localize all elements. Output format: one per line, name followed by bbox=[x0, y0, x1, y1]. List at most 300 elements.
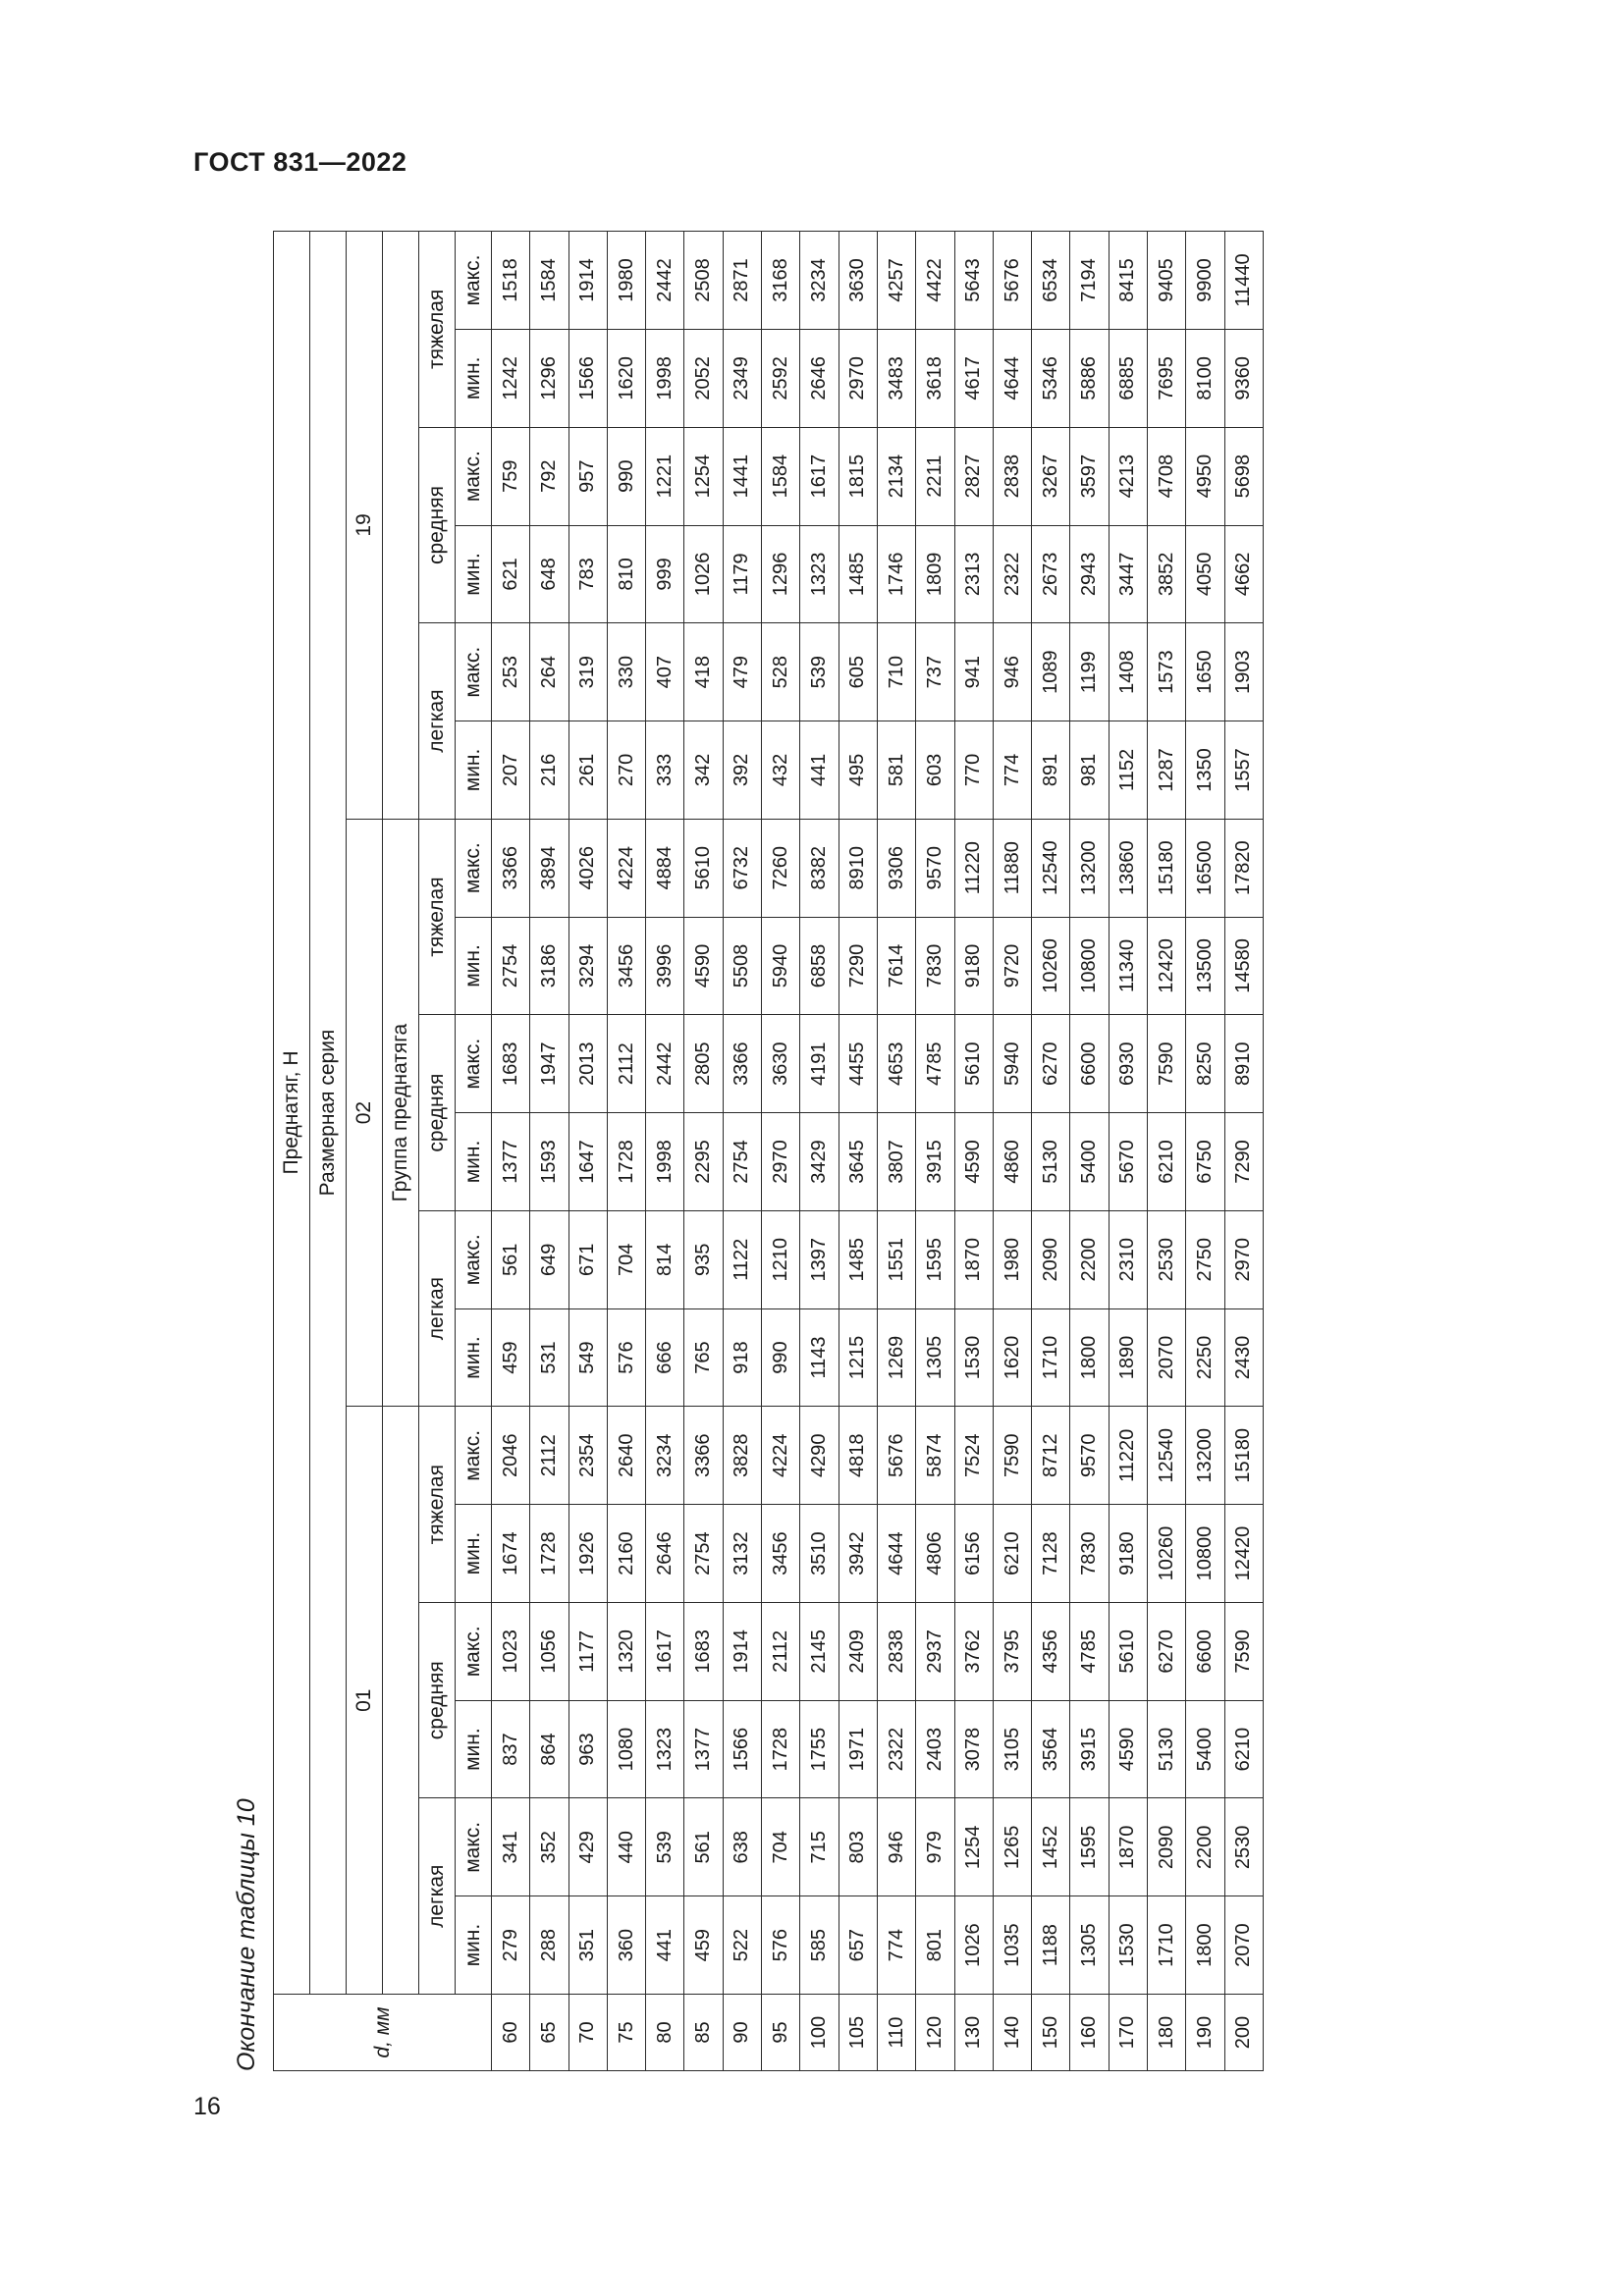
preload-value: 1980 bbox=[993, 1210, 1031, 1308]
preload-value: 5940 bbox=[993, 1015, 1031, 1113]
preload-value: 657 bbox=[839, 1896, 877, 1995]
preload-value: 3996 bbox=[646, 917, 684, 1015]
preload-value: 6885 bbox=[1109, 329, 1147, 427]
table-row bbox=[607, 232, 645, 2071]
max-header: макс. bbox=[456, 819, 492, 917]
preload-value: 1452 bbox=[1032, 1798, 1070, 1896]
preload-value: 495 bbox=[839, 721, 877, 820]
preload-table bbox=[273, 231, 1264, 2071]
preload-value: 1265 bbox=[993, 1798, 1031, 1896]
d-value: 120 bbox=[916, 1995, 954, 2071]
preload-value: 2134 bbox=[877, 427, 915, 525]
preload-value: 2640 bbox=[607, 1407, 645, 1505]
preload-value: 253 bbox=[492, 623, 530, 721]
d-value: 90 bbox=[723, 1995, 761, 2071]
table-row bbox=[916, 232, 954, 2071]
preload-value: 418 bbox=[684, 623, 723, 721]
preload-value: 6750 bbox=[1186, 1113, 1224, 1211]
preload-value: 1980 bbox=[607, 232, 645, 330]
preload-value: 531 bbox=[530, 1308, 568, 1407]
min-header: мин. bbox=[456, 329, 492, 427]
preload-value: 1914 bbox=[723, 1602, 761, 1700]
max-header: макс. bbox=[456, 1602, 492, 1700]
preload-value: 7614 bbox=[877, 917, 915, 1015]
max-header: макс. bbox=[456, 232, 492, 330]
preload-value: 1998 bbox=[646, 329, 684, 427]
preload-value: 1620 bbox=[993, 1308, 1031, 1407]
max-header: макс. bbox=[456, 1407, 492, 1505]
preload-value: 1026 bbox=[954, 1896, 993, 1995]
preload-value: 10800 bbox=[1186, 1505, 1224, 1603]
preload-value: 15180 bbox=[1224, 1407, 1263, 1505]
preload-value: 581 bbox=[877, 721, 915, 820]
preload-value: 261 bbox=[568, 721, 607, 820]
preload-value: 330 bbox=[607, 623, 645, 721]
preload-value: 2970 bbox=[762, 1113, 800, 1211]
preload-value: 2871 bbox=[723, 232, 761, 330]
preload-value: 1620 bbox=[607, 329, 645, 427]
preload-value: 1320 bbox=[607, 1602, 645, 1700]
preload-value: 765 bbox=[684, 1308, 723, 1407]
preload-value: 2313 bbox=[954, 525, 993, 623]
preload-value: 6210 bbox=[993, 1505, 1031, 1603]
preload-value: 2508 bbox=[684, 232, 723, 330]
preload-value: 3618 bbox=[916, 329, 954, 427]
preload-value: 4644 bbox=[993, 329, 1031, 427]
preload-value: 2970 bbox=[839, 329, 877, 427]
preload-value: 9570 bbox=[1070, 1407, 1109, 1505]
preload-value: 12540 bbox=[1148, 1407, 1186, 1505]
preload-header: Преднатяг, Н bbox=[274, 232, 310, 1995]
preload-value: 2805 bbox=[684, 1015, 723, 1113]
preload-value: 4224 bbox=[762, 1407, 800, 1505]
preload-value: 759 bbox=[492, 427, 530, 525]
preload-value: 1815 bbox=[839, 427, 877, 525]
preload-value: 5940 bbox=[762, 917, 800, 1015]
table-row bbox=[1109, 232, 1147, 2071]
preload-value: 2295 bbox=[684, 1113, 723, 1211]
preload-value: 1617 bbox=[646, 1602, 684, 1700]
preload-value: 891 bbox=[1032, 721, 1070, 820]
preload-value: 1215 bbox=[839, 1308, 877, 1407]
preload-value: 1242 bbox=[492, 329, 530, 427]
preload-value: 1269 bbox=[877, 1308, 915, 1407]
preload-value: 407 bbox=[646, 623, 684, 721]
preload-value: 549 bbox=[568, 1308, 607, 1407]
preload-value: 4590 bbox=[1109, 1700, 1147, 1798]
preload-value: 774 bbox=[877, 1896, 915, 1995]
preload-value: 2354 bbox=[568, 1407, 607, 1505]
preload-value: 770 bbox=[954, 721, 993, 820]
preload-value: 1323 bbox=[646, 1700, 684, 1798]
preload-value: 1485 bbox=[839, 1210, 877, 1308]
preload-value: 3645 bbox=[839, 1113, 877, 1211]
preload-value: 5886 bbox=[1070, 329, 1109, 427]
preload-value: 17820 bbox=[1224, 819, 1263, 917]
d-value: 85 bbox=[684, 1995, 723, 2071]
preload-value: 2046 bbox=[492, 1407, 530, 1505]
preload-value: 2943 bbox=[1070, 525, 1109, 623]
preload-value: 941 bbox=[954, 623, 993, 721]
preload-value: 4785 bbox=[916, 1015, 954, 1113]
preload-value: 957 bbox=[568, 427, 607, 525]
table-row bbox=[877, 232, 915, 2071]
preload-value: 11340 bbox=[1109, 917, 1147, 1015]
size-series-header: Размерная серия bbox=[310, 232, 347, 1995]
preload-value: 5400 bbox=[1186, 1700, 1224, 1798]
preload-value: 2052 bbox=[684, 329, 723, 427]
preload-value: 8712 bbox=[1032, 1407, 1070, 1505]
preload-value: 3105 bbox=[993, 1700, 1031, 1798]
preload-value: 7524 bbox=[954, 1407, 993, 1505]
preload-value: 1809 bbox=[916, 525, 954, 623]
preload-value: 990 bbox=[762, 1308, 800, 1407]
preload-value: 1947 bbox=[530, 1015, 568, 1113]
preload-value: 10800 bbox=[1070, 917, 1109, 1015]
preload-value: 1530 bbox=[1109, 1896, 1147, 1995]
d-value: 180 bbox=[1148, 1995, 1186, 2071]
preload-value: 1296 bbox=[762, 525, 800, 623]
preload-value: 11220 bbox=[1109, 1407, 1147, 1505]
d-value: 65 bbox=[530, 1995, 568, 2071]
preload-value: 1210 bbox=[762, 1210, 800, 1308]
group-01-2-header: тяжелая bbox=[419, 1407, 456, 1603]
table-row bbox=[1148, 232, 1186, 2071]
group-19-0-header: легкая bbox=[419, 623, 456, 820]
preload-value: 918 bbox=[723, 1308, 761, 1407]
preload-value: 2754 bbox=[684, 1505, 723, 1603]
preload-value: 1573 bbox=[1148, 623, 1186, 721]
d-value: 140 bbox=[993, 1995, 1031, 2071]
preload-value: 8100 bbox=[1186, 329, 1224, 427]
preload-value: 5676 bbox=[877, 1407, 915, 1505]
preload-value: 1595 bbox=[1070, 1798, 1109, 1896]
preload-value: 10260 bbox=[1032, 917, 1070, 1015]
preload-value: 2160 bbox=[607, 1505, 645, 1603]
d-value: 170 bbox=[1109, 1995, 1147, 2071]
table-row bbox=[839, 232, 877, 2071]
preload-value: 1080 bbox=[607, 1700, 645, 1798]
preload-value: 704 bbox=[762, 1798, 800, 1896]
preload-value: 1179 bbox=[723, 525, 761, 623]
min-header: мин. bbox=[456, 525, 492, 623]
min-header: мин. bbox=[456, 1896, 492, 1995]
group-01-1-header: средняя bbox=[419, 1602, 456, 1798]
preload-value: 561 bbox=[684, 1798, 723, 1896]
preload-value: 3168 bbox=[762, 232, 800, 330]
preload-value: 2442 bbox=[646, 1015, 684, 1113]
preload-value: 3234 bbox=[646, 1407, 684, 1505]
preload-value: 11440 bbox=[1224, 232, 1263, 330]
min-header: мин. bbox=[456, 1700, 492, 1798]
preload-value: 8910 bbox=[1224, 1015, 1263, 1113]
preload-value: 1617 bbox=[800, 427, 839, 525]
preload-value: 1305 bbox=[1070, 1896, 1109, 1995]
preload-value: 1746 bbox=[877, 525, 915, 623]
preload-value: 561 bbox=[492, 1210, 530, 1308]
preload-value: 3852 bbox=[1148, 525, 1186, 623]
preload-value: 9720 bbox=[993, 917, 1031, 1015]
d-value: 160 bbox=[1070, 1995, 1109, 2071]
preload-value: 621 bbox=[492, 525, 530, 623]
group-19-2-header: тяжелая bbox=[419, 232, 456, 428]
preload-value: 2409 bbox=[839, 1602, 877, 1700]
preload-value: 207 bbox=[492, 721, 530, 820]
table-row bbox=[1186, 232, 1224, 2071]
preload-value: 440 bbox=[607, 1798, 645, 1896]
preload-value: 2310 bbox=[1109, 1210, 1147, 1308]
preload-value: 432 bbox=[762, 721, 800, 820]
preload-value: 2530 bbox=[1148, 1210, 1186, 1308]
preload-value: 13500 bbox=[1186, 917, 1224, 1015]
preload-value: 9180 bbox=[1109, 1505, 1147, 1603]
preload-value: 981 bbox=[1070, 721, 1109, 820]
preload-value: 6858 bbox=[800, 917, 839, 1015]
preload-value: 1143 bbox=[800, 1308, 839, 1407]
preload-value: 3267 bbox=[1032, 427, 1070, 525]
preload-value: 1089 bbox=[1032, 623, 1070, 721]
preload-value: 1800 bbox=[1070, 1308, 1109, 1407]
preload-value: 2090 bbox=[1032, 1210, 1070, 1308]
series-19-header: 19 bbox=[347, 232, 383, 820]
preload-value: 2646 bbox=[646, 1505, 684, 1603]
preload-value: 8250 bbox=[1186, 1015, 1224, 1113]
preload-value: 3483 bbox=[877, 329, 915, 427]
preload-value: 1530 bbox=[954, 1308, 993, 1407]
preload-value: 4806 bbox=[916, 1505, 954, 1603]
preload-value: 9570 bbox=[916, 819, 954, 917]
preload-value: 1296 bbox=[530, 329, 568, 427]
preload-value: 3915 bbox=[1070, 1700, 1109, 1798]
preload-value: 2322 bbox=[877, 1700, 915, 1798]
preload-value: 6210 bbox=[1148, 1113, 1186, 1211]
group-19-1-header: средняя bbox=[419, 427, 456, 623]
preload-value: 2838 bbox=[993, 427, 1031, 525]
preload-value: 1188 bbox=[1032, 1896, 1070, 1995]
preload-value: 666 bbox=[646, 1308, 684, 1407]
preload-value: 441 bbox=[800, 721, 839, 820]
d-value: 150 bbox=[1032, 1995, 1070, 2071]
d-value: 110 bbox=[877, 1995, 915, 2071]
preload-value: 2592 bbox=[762, 329, 800, 427]
preload-value: 2754 bbox=[492, 917, 530, 1015]
preload-value: 1647 bbox=[568, 1113, 607, 1211]
d-value: 60 bbox=[492, 1995, 530, 2071]
preload-value: 4653 bbox=[877, 1015, 915, 1113]
preload-value: 3366 bbox=[492, 819, 530, 917]
preload-value: 1305 bbox=[916, 1308, 954, 1407]
preload-value: 3807 bbox=[877, 1113, 915, 1211]
preload-value: 1485 bbox=[839, 525, 877, 623]
preload-value: 1566 bbox=[568, 329, 607, 427]
preload-value: 459 bbox=[684, 1896, 723, 1995]
preload-value: 946 bbox=[877, 1798, 915, 1896]
min-header: мин. bbox=[456, 1308, 492, 1407]
preload-value: 3630 bbox=[762, 1015, 800, 1113]
preload-value: 2442 bbox=[646, 232, 684, 330]
max-header: макс. bbox=[456, 1015, 492, 1113]
min-header: мин. bbox=[456, 721, 492, 820]
preload-value: 5676 bbox=[993, 232, 1031, 330]
preload-value: 5610 bbox=[684, 819, 723, 917]
preload-value: 11220 bbox=[954, 819, 993, 917]
preload-value: 1254 bbox=[954, 1798, 993, 1896]
rotated-table-block bbox=[233, 231, 1264, 2071]
preload-value: 3132 bbox=[723, 1505, 761, 1603]
preload-value: 605 bbox=[839, 623, 877, 721]
preload-value: 319 bbox=[568, 623, 607, 721]
preload-value: 3795 bbox=[993, 1602, 1031, 1700]
preload-value: 1728 bbox=[607, 1113, 645, 1211]
preload-value: 1755 bbox=[800, 1700, 839, 1798]
preload-value: 1584 bbox=[762, 427, 800, 525]
preload-value: 1870 bbox=[954, 1210, 993, 1308]
preload-value: 1926 bbox=[568, 1505, 607, 1603]
preload-value: 1254 bbox=[684, 427, 723, 525]
preload-value: 216 bbox=[530, 721, 568, 820]
preload-value: 1408 bbox=[1109, 623, 1147, 721]
preload-value: 539 bbox=[800, 623, 839, 721]
table-row bbox=[723, 232, 761, 2071]
min-header: мин. bbox=[456, 1505, 492, 1603]
preload-value: 8415 bbox=[1109, 232, 1147, 330]
preload-value: 3915 bbox=[916, 1113, 954, 1211]
preload-value: 15180 bbox=[1148, 819, 1186, 917]
group-01-0-header: легкая bbox=[419, 1798, 456, 1995]
min-header: мин. bbox=[456, 1113, 492, 1211]
preload-value: 1152 bbox=[1109, 721, 1147, 820]
preload-value: 459 bbox=[492, 1308, 530, 1407]
preload-value: 3510 bbox=[800, 1505, 839, 1603]
table-row bbox=[1224, 232, 1263, 2071]
preload-value: 341 bbox=[492, 1798, 530, 1896]
preload-value: 1557 bbox=[1224, 721, 1263, 820]
preload-value: 479 bbox=[723, 623, 761, 721]
preload-value: 3366 bbox=[684, 1407, 723, 1505]
preload-value: 1441 bbox=[723, 427, 761, 525]
preload-value: 13200 bbox=[1186, 1407, 1224, 1505]
preload-value: 288 bbox=[530, 1896, 568, 1995]
d-value: 75 bbox=[607, 1995, 645, 2071]
preload-value: 4818 bbox=[839, 1407, 877, 1505]
group-02-1-header: средняя bbox=[419, 1015, 456, 1211]
preload-value: 7590 bbox=[1148, 1015, 1186, 1113]
preload-value: 6534 bbox=[1032, 232, 1070, 330]
preload-value: 3630 bbox=[839, 232, 877, 330]
preload-value: 7260 bbox=[762, 819, 800, 917]
preload-value: 539 bbox=[646, 1798, 684, 1896]
preload-value: 4644 bbox=[877, 1505, 915, 1603]
preload-value: 774 bbox=[993, 721, 1031, 820]
preload-value: 392 bbox=[723, 721, 761, 820]
table-row bbox=[684, 232, 723, 2071]
standard-title: ГОСТ 831—2022 bbox=[193, 147, 407, 177]
preload-value: 649 bbox=[530, 1210, 568, 1308]
preload-value: 12420 bbox=[1224, 1505, 1263, 1603]
d-value: 130 bbox=[954, 1995, 993, 2071]
preload-value: 3186 bbox=[530, 917, 568, 1015]
preload-value: 4708 bbox=[1148, 427, 1186, 525]
preload-value: 2403 bbox=[916, 1700, 954, 1798]
preload-value: 264 bbox=[530, 623, 568, 721]
preload-value: 2200 bbox=[1070, 1210, 1109, 1308]
preload-value: 4213 bbox=[1109, 427, 1147, 525]
preload-value: 8382 bbox=[800, 819, 839, 917]
preload-value: 671 bbox=[568, 1210, 607, 1308]
preload-value: 4617 bbox=[954, 329, 993, 427]
d-value: 70 bbox=[568, 1995, 607, 2071]
preload-value: 638 bbox=[723, 1798, 761, 1896]
preload-value: 2530 bbox=[1224, 1798, 1263, 1896]
preload-value: 1728 bbox=[530, 1505, 568, 1603]
d-value: 100 bbox=[800, 1995, 839, 2071]
preload-value: 4950 bbox=[1186, 427, 1224, 525]
preload-group-header: Группа преднатяга bbox=[383, 819, 419, 1407]
preload-value: 1056 bbox=[530, 1602, 568, 1700]
preload-value: 13200 bbox=[1070, 819, 1109, 917]
preload-value: 429 bbox=[568, 1798, 607, 1896]
preload-value: 7194 bbox=[1070, 232, 1109, 330]
preload-value: 12540 bbox=[1032, 819, 1070, 917]
preload-value: 9180 bbox=[954, 917, 993, 1015]
table-row bbox=[954, 232, 993, 2071]
preload-value: 1650 bbox=[1186, 623, 1224, 721]
preload-value: 999 bbox=[646, 525, 684, 623]
preload-value: 2211 bbox=[916, 427, 954, 525]
preload-value: 4050 bbox=[1186, 525, 1224, 623]
preload-value: 7128 bbox=[1032, 1505, 1070, 1603]
preload-value: 1674 bbox=[492, 1505, 530, 1603]
preload-value: 6156 bbox=[954, 1505, 993, 1603]
preload-value: 4785 bbox=[1070, 1602, 1109, 1700]
preload-value: 4662 bbox=[1224, 525, 1263, 623]
preload-value: 6930 bbox=[1109, 1015, 1147, 1113]
preload-value: 7830 bbox=[1070, 1505, 1109, 1603]
d-header: d, мм bbox=[274, 1995, 492, 2071]
preload-value: 979 bbox=[916, 1798, 954, 1896]
preload-value: 783 bbox=[568, 525, 607, 623]
preload-value: 2970 bbox=[1224, 1210, 1263, 1308]
preload-value: 5610 bbox=[1109, 1602, 1147, 1700]
preload-value: 2070 bbox=[1224, 1896, 1263, 1995]
preload-value: 2070 bbox=[1148, 1308, 1186, 1407]
preload-value: 3597 bbox=[1070, 427, 1109, 525]
preload-value: 8910 bbox=[839, 819, 877, 917]
preload-value: 5346 bbox=[1032, 329, 1070, 427]
preload-value: 1683 bbox=[684, 1602, 723, 1700]
preload-value: 1890 bbox=[1109, 1308, 1147, 1407]
preload-value: 6732 bbox=[723, 819, 761, 917]
d-value: 190 bbox=[1186, 1995, 1224, 2071]
preload-value: 2349 bbox=[723, 329, 761, 427]
preload-value: 803 bbox=[839, 1798, 877, 1896]
preload-value: 6270 bbox=[1148, 1602, 1186, 1700]
preload-value: 5874 bbox=[916, 1407, 954, 1505]
preload-value: 3564 bbox=[1032, 1700, 1070, 1798]
preload-value: 1035 bbox=[993, 1896, 1031, 1995]
preload-value: 2754 bbox=[723, 1113, 761, 1211]
preload-value: 935 bbox=[684, 1210, 723, 1308]
preload-value: 6600 bbox=[1070, 1015, 1109, 1113]
preload-value: 3366 bbox=[723, 1015, 761, 1113]
preload-value: 2750 bbox=[1186, 1210, 1224, 1308]
preload-value: 4422 bbox=[916, 232, 954, 330]
preload-value: 6210 bbox=[1224, 1700, 1263, 1798]
preload-value: 13860 bbox=[1109, 819, 1147, 917]
preload-value: 737 bbox=[916, 623, 954, 721]
preload-value: 1377 bbox=[684, 1700, 723, 1798]
preload-value: 528 bbox=[762, 623, 800, 721]
